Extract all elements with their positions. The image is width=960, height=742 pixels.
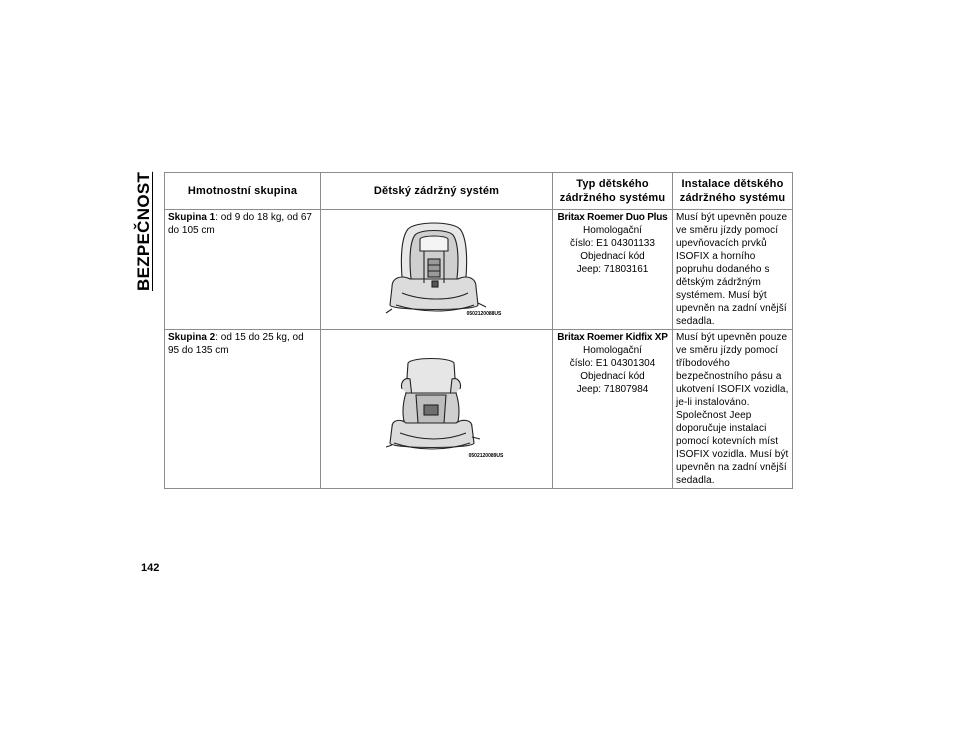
installation-cell: Musí být upevněn pouze ve směru jízdy pomocí tříbodového bezpečnostního pásu a ukotvení ISOFIX vozidla, je-li instalováno. Společnost Jeep doporučuje instalaci pomocí kotevních míst ISOFIX vozidla. Musí být upevněn na zadní vnější sedadla. — [673, 330, 793, 489]
weight-group-cell — [165, 330, 321, 489]
header-restraint-type: Typ dětského zádržného systému — [553, 173, 673, 210]
header-installation: Instalace dětského zádržného systému — [673, 173, 793, 210]
installation-cell: Musí být upevněn pouze ve směru jízdy pomocí upevňovacích prvků ISOFIX a horního popruhu dodaného s dětským zádržným systémem. Musí být upevněn na zadní vnější sedadla. — [673, 210, 793, 330]
type-line: číslo: E1 04301304 — [569, 358, 656, 369]
seat-duo-plus-image — [362, 217, 512, 319]
group-text: : od 9 do 18 kg, od 67 do 105 cm — [168, 212, 312, 236]
type-line: Jeep: 71807984 — [576, 384, 649, 395]
seat-image-cell — [321, 210, 553, 330]
group-label: Skupina 1 — [168, 212, 216, 223]
group-label: Skupina 2 — [168, 332, 216, 343]
seat-kidfix-image — [362, 353, 512, 461]
seat-image-cell — [321, 330, 553, 489]
header-weight-group: Hmotnostní skupina — [165, 173, 321, 210]
type-line: Homologační — [583, 225, 642, 236]
seat-image-code: 0502120088US — [466, 310, 501, 317]
seat-image-code: 0502120089US — [468, 453, 503, 459]
type-line: číslo: E1 04301133 — [570, 238, 655, 249]
table-row — [165, 330, 793, 489]
weight-group-cell — [165, 210, 321, 330]
type-line: Homologační — [583, 345, 642, 356]
model-name: Britax Roemer Kidfix XP — [557, 332, 668, 343]
type-line: Objednací kód — [580, 251, 645, 262]
group-text: : od 15 do 25 kg, od 95 do 135 cm — [168, 332, 304, 356]
restraint-type-cell — [553, 210, 673, 330]
section-title: BEZPEČNOST — [134, 171, 153, 291]
child-seat-table — [164, 172, 793, 489]
model-name: Britax Roemer Duo Plus — [557, 212, 668, 223]
header-restraint-system: Dětský zádržný systém — [321, 173, 553, 210]
restraint-type-cell — [553, 330, 673, 489]
type-line: Objednací kód — [580, 371, 645, 382]
table-header-row — [165, 173, 793, 210]
page-number: 142 — [141, 562, 160, 574]
table-row — [165, 210, 793, 330]
type-line: Jeep: 71803161 — [576, 264, 649, 275]
